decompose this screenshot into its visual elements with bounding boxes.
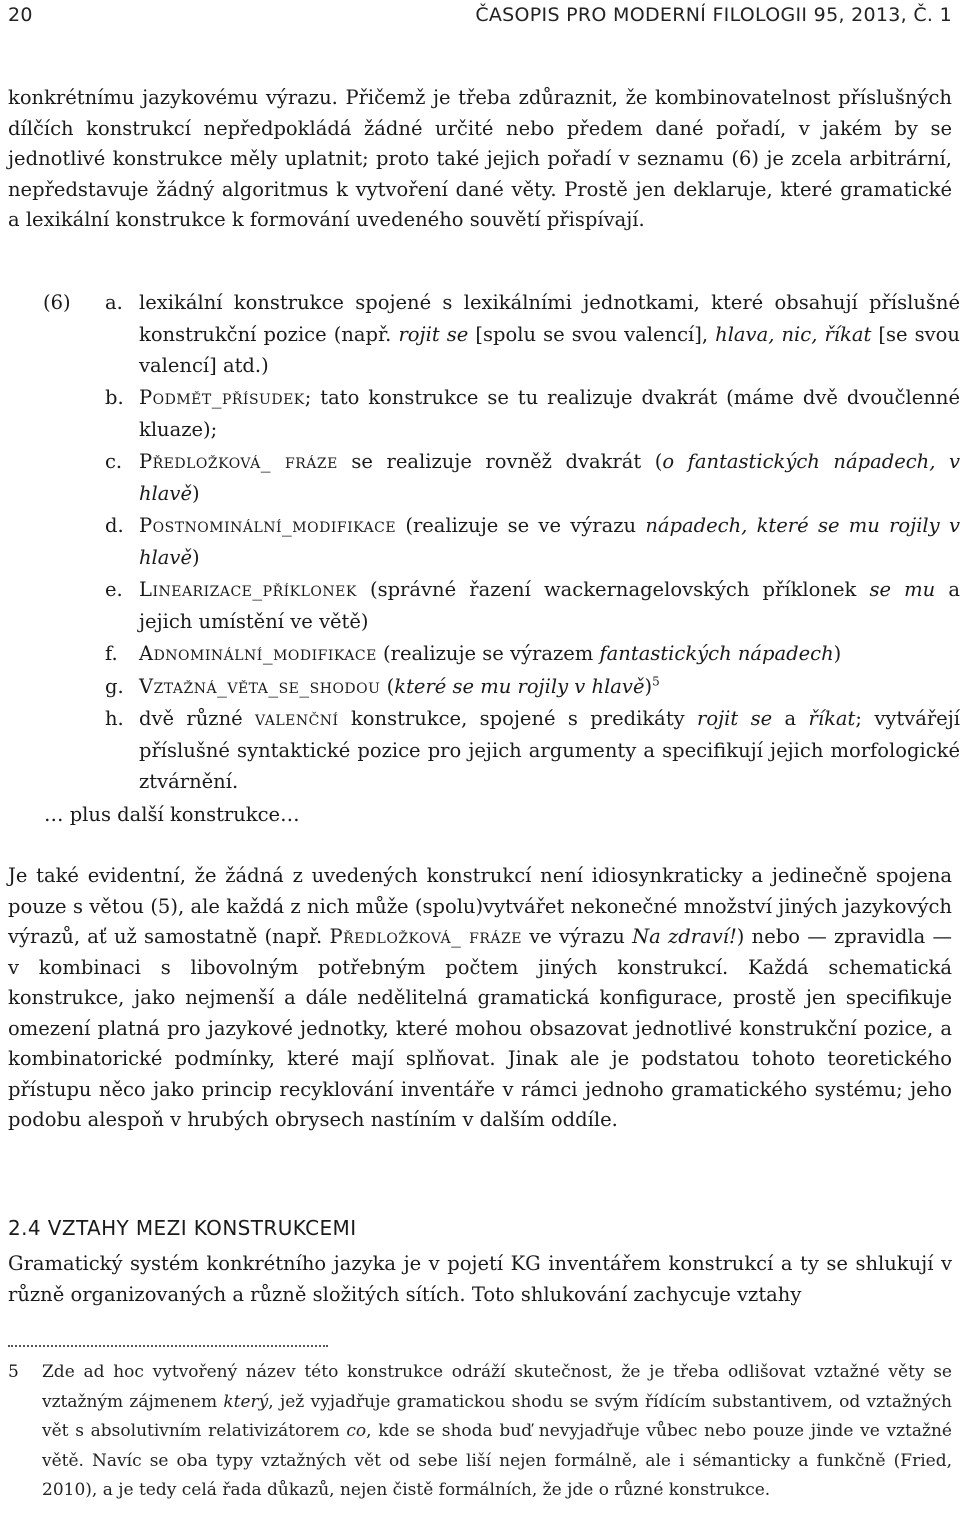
construction-name: valenční [255, 707, 339, 730]
body-paragraph: konkrétnímu jazykovému výrazu. Přičemž je třeba zdůraznit, že kombinovatelnost příslušných dílčích konstrukcí nepředpokládá žádné určité nebo předem dané pořadí, v jakém by se jednotlivé konstrukce měly uplatnit; proto také jejich pořadí v seznamu (6) je zcela arbitrární, nepředstavuje žádný algoritmus k vytvoření dané věty. Prostě jen deklaruje, které gramatické a lexikální konstrukce k formování uvedeného souvětí přispívají. [8, 86, 952, 231]
item-letter: d. [105, 514, 124, 537]
footnote-number: 5 [8, 1362, 19, 1382]
journal-title: ČASOPIS PRO MODERNÍ FILOLOGII 95, 2013, Č. 1 [475, 4, 952, 26]
construction-name: Vztažná_věta_se_shodou [139, 675, 381, 698]
example-item-g [107, 671, 960, 703]
item-letter: e. [105, 578, 123, 601]
body-paragraph: Je také evidentní, že žádná z uvedených konstrukcí není idiosynkraticky a jedinečně spojena pouze s větou (5), ale každá z nich může (spolu)vytvářet nekonečné množství jiných jazykových výrazů, ať už samostatně (např. Předložková_ fráze ve výrazu Na zdraví!) nebo — zpravidla — v kombinaci s libovolným potřebným počtem jiných konstrukcí. Každá schematická konstrukce, jako nejmenší a dále nedělitelná gramatická konfigurace, prostě jen specifikuje omezení platná pro jazykové jednotky, které mohou obsazovat jednotlivé konstrukční pozice, a kombinatorické podmínky, které mají splňovat. Jinak ale je podstatou tohoto teoretického přístupu něco jako princip recyklování inventáře v rámci jednoho gramatického systému; jeho podobu alespoň v hrubých obrysech nastíním v dalším oddíle. [8, 864, 953, 1131]
example-number: (6) [43, 291, 71, 314]
construction-name: Postnominální_modifikace [139, 514, 397, 537]
item-text: Linearizace_příklonek (správné řazení wackernagelovských příklonek se mu a jejich umístění ve větě) [139, 578, 960, 633]
running-header [8, 4, 952, 40]
item-letter: c. [105, 450, 123, 473]
example-item-b [107, 382, 960, 445]
item-text: lexikální konstrukce spojené s lexikálními jednotkami, které obsahují příslušné konstrukční pozice (např. rojit se [spolu se svou valencí], hlava, nic, říkat [se svou valencí] atd.) [139, 291, 960, 377]
footnote-ref: 5 [652, 674, 660, 689]
footnote-divider [8, 1345, 328, 1347]
item-text: Předložková_ fráze se realizuje rovněž dvakrát (o fantastických nápadech, v hlavě) [139, 450, 960, 505]
item-text: Vztažná_věta_se_shodou (které se mu rojily v hlavě)$^5$ [139, 674, 660, 698]
page-number: 20 [8, 4, 33, 26]
example-item-h [107, 703, 960, 798]
item-text: Podmět_přísudek; tato konstrukce se tu realizuje dvakrát (máme dvě dvoučlenné kluaze); [139, 386, 960, 441]
item-letter: g. [105, 675, 124, 698]
example-item-f [107, 638, 960, 670]
item-letter: a. [105, 291, 123, 314]
construction-name: Podmět_přísudek [139, 386, 305, 409]
construction-name: Adnominální_modifikace [139, 642, 377, 665]
example-item-d [107, 510, 960, 573]
item-text: Postnominální_modifikace (realizuje se ve výrazu nápadech, které se mu rojily v hlavě) [139, 514, 960, 569]
example-item-a [107, 287, 960, 382]
footnote [8, 1358, 952, 1506]
item-letter: b. [105, 386, 124, 409]
construction-name: Předložková_ fráze [139, 450, 338, 473]
example-item-e [107, 574, 960, 637]
body-paragraph: Gramatický systém konkrétního jazyka je v pojetí KG inventářem konstrukcí a ty se shlukují v různě organizovaných a různě složitých sítích. Toto shlukování zachycuje vztahy [8, 1252, 952, 1306]
item-text: dvě různé valenční konstrukce, spojené s predikáty rojit se a říkat; vytvářejí příslušné syntaktické pozice pro jejich argumenty a specifikují jejich morfologické ztvárnění. [139, 707, 960, 793]
item-text: Adnominální_modifikace (realizuje se výrazem fantastických nápadech) [139, 642, 842, 665]
example-item-c [107, 446, 960, 509]
footnote-text: Zde ad hoc vytvořený název této konstrukce odráží skutečnost, že je třeba odlišovat vztažné věty se vztažným zájmenem který, jež vyjadřuje gramatickou shodu se svým řídícím substantivem, od vztažných vět s absolutivním relativizátorem co, kde se shoda buď nevyjadřuje vůbec nebo pouze jinde ve vztažné větě. Navíc se oba typy vztažných vět od sebe liší nejen formálně, ale i sémanticky a funkčně (Fried, 2010), a je tedy celá řada důkazů, nejen čistě formálních, že jde o různé konstrukce. [42, 1362, 952, 1500]
construction-name: Předložková_ fráze [329, 925, 522, 948]
section-heading: 2.4 VZTAHY MEZI KONSTRUKCEMI [8, 1216, 357, 1240]
example-continuation: … plus další konstrukce… [44, 803, 300, 826]
item-letter: f. [105, 642, 118, 665]
construction-name: Linearizace_příklonek [139, 578, 357, 601]
item-letter: h. [105, 707, 124, 730]
